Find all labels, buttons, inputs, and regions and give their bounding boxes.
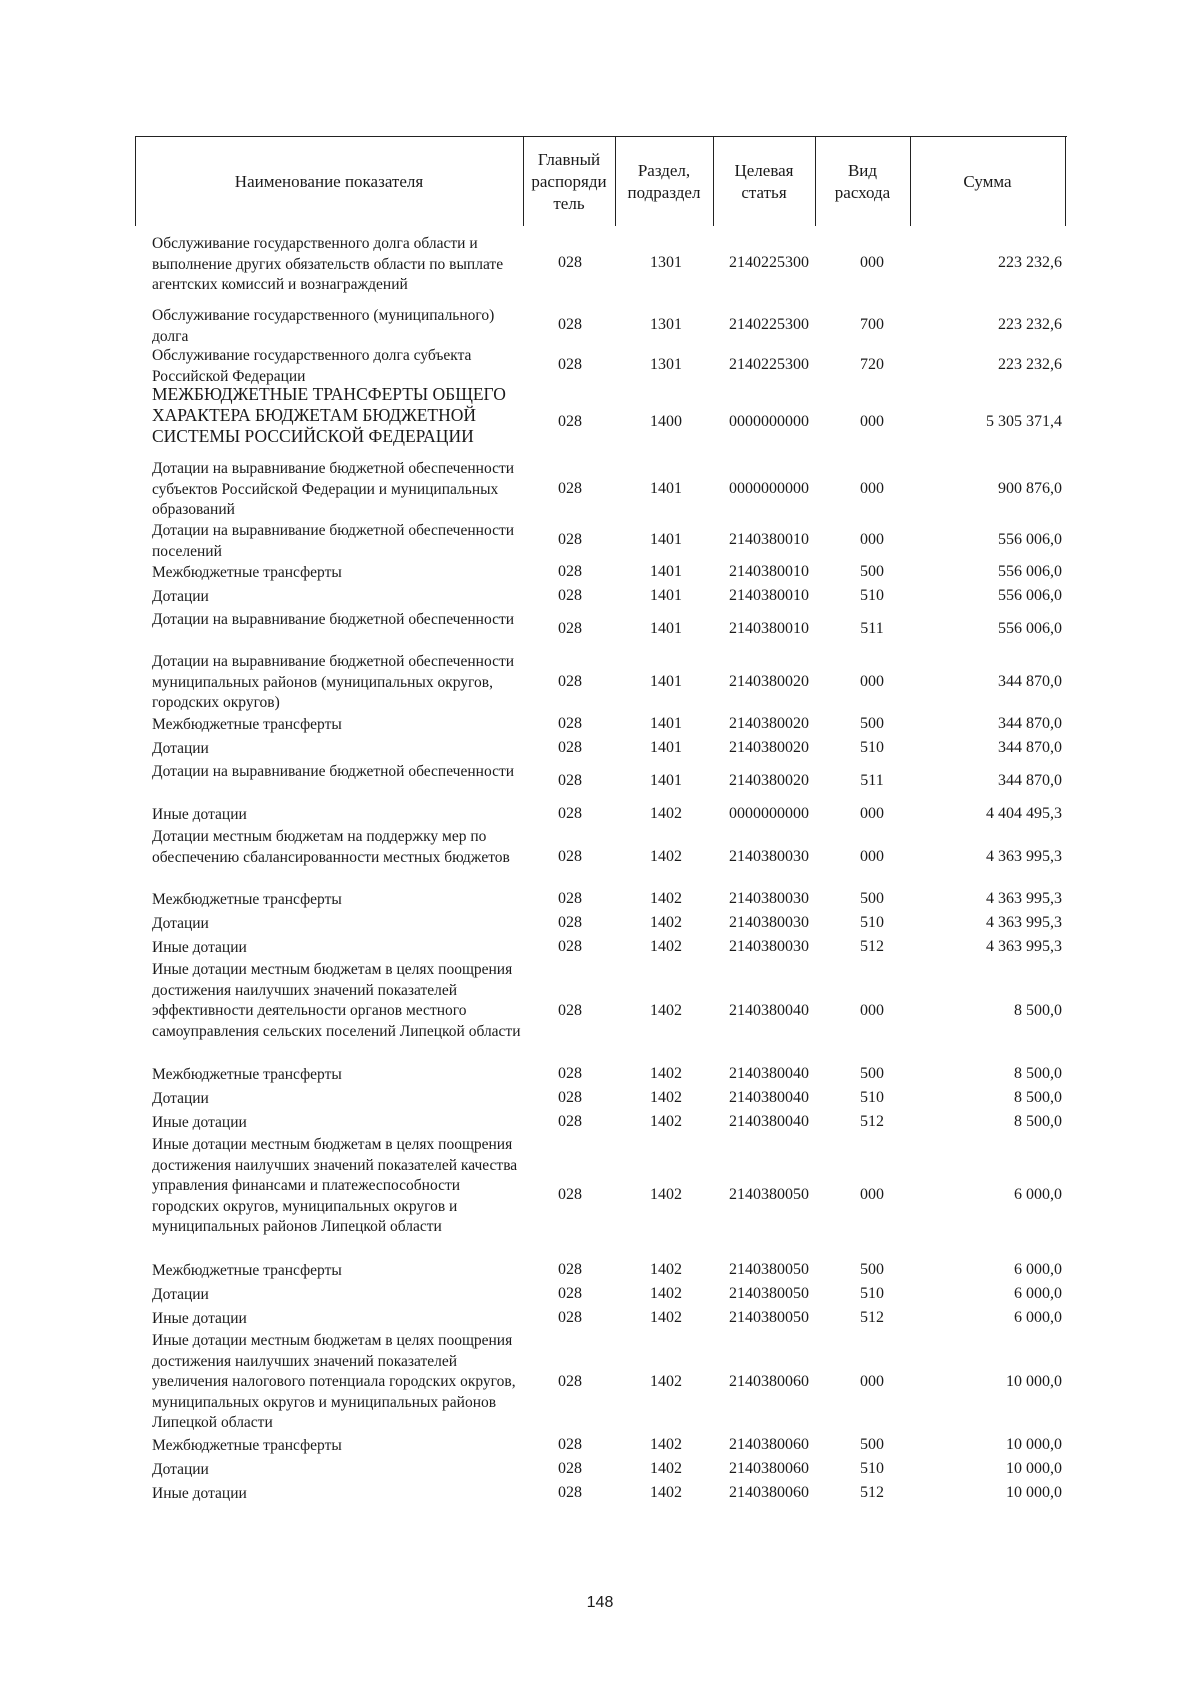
row-admin: 028	[558, 1309, 582, 1326]
row-admin: 028	[558, 1460, 582, 1477]
row-name: Межбюджетные трансферты	[152, 1262, 342, 1279]
row-name: Иные дотации	[152, 1485, 247, 1502]
row-section: 1400	[650, 413, 682, 430]
row-name: Иные дотации	[152, 1310, 247, 1327]
row-sum: 556 006,0	[998, 531, 1062, 548]
row-kind: 000	[860, 480, 884, 497]
row-section: 1402	[650, 1373, 682, 1390]
row-admin: 028	[558, 739, 582, 756]
row-name: Дотации	[152, 1461, 209, 1478]
row-kind: 512	[860, 938, 884, 955]
row-target: 2140225300	[729, 254, 809, 271]
row-section: 1401	[650, 587, 682, 604]
row-section: 1401	[650, 531, 682, 548]
row-target: 2140380050	[729, 1309, 809, 1326]
row-sum: 6 000,0	[1014, 1261, 1062, 1278]
row-admin: 028	[558, 1065, 582, 1082]
row-kind: 500	[860, 563, 884, 580]
row-kind: 000	[860, 848, 884, 865]
row-admin: 028	[558, 938, 582, 955]
row-kind: 500	[860, 715, 884, 732]
row-sum: 8 500,0	[1014, 1065, 1062, 1082]
row-section: 1402	[650, 1065, 682, 1082]
row-section: 1402	[650, 914, 682, 931]
row-admin: 028	[558, 1285, 582, 1302]
row-section: 1402	[650, 1089, 682, 1106]
row-admin: 028	[558, 1186, 582, 1203]
row-sum: 4 363 995,3	[986, 914, 1062, 931]
row-target: 2140380020	[729, 739, 809, 756]
row-sum: 223 232,6	[998, 254, 1062, 271]
row-admin: 028	[558, 715, 582, 732]
row-section: 1401	[650, 772, 682, 789]
row-kind: 510	[860, 1285, 884, 1302]
row-kind: 500	[860, 890, 884, 907]
row-admin: 028	[558, 890, 582, 907]
row-kind: 510	[860, 587, 884, 604]
row-sum: 6 000,0	[1014, 1309, 1062, 1326]
row-kind: 512	[860, 1309, 884, 1326]
row-kind: 510	[860, 1460, 884, 1477]
row-section: 1401	[650, 673, 682, 690]
row-kind: 500	[860, 1261, 884, 1278]
row-section: 1402	[650, 805, 682, 822]
row-target: 0000000000	[729, 413, 809, 430]
row-sum: 223 232,6	[998, 356, 1062, 373]
row-name: Дотации на выравнивание бюджетной обеспеченности муниципальных районов (муниципальных округов, городских округов)	[152, 653, 515, 711]
row-kind: 000	[860, 413, 884, 430]
header-target: Целевая статья	[734, 160, 794, 202]
row-kind: 000	[860, 254, 884, 271]
row-section: 1402	[650, 1002, 682, 1019]
row-name: Иные дотации	[152, 939, 247, 956]
row-name: Обслуживание государственного долга субъекта Российской Федерации	[152, 347, 472, 385]
row-target: 2140380030	[729, 938, 809, 955]
row-kind: 000	[860, 531, 884, 548]
row-sum: 4 363 995,3	[986, 890, 1062, 907]
row-kind: 510	[860, 1089, 884, 1106]
row-target: 2140225300	[729, 316, 809, 333]
row-sum: 344 870,0	[998, 772, 1062, 789]
row-sum: 8 500,0	[1014, 1113, 1062, 1130]
row-admin: 028	[558, 254, 582, 271]
row-target: 2140380050	[729, 1285, 809, 1302]
header-section: Раздел, подраздел	[627, 160, 701, 202]
row-admin: 028	[558, 914, 582, 931]
row-name: Межбюджетные трансферты	[152, 1437, 342, 1454]
row-sum: 10 000,0	[1006, 1484, 1062, 1501]
row-name: Иные дотации местным бюджетам в целях поощрения достижения наилучших значений показателей эффективности деятельности органов местного самоуправления сельских поселений Липецкой области	[152, 961, 521, 1040]
row-target: 2140380010	[729, 531, 809, 548]
row-name: Иные дотации местным бюджетам в целях поощрения достижения наилучших значений показателей увеличения налогового потенциала городских округов, муниципальных округов и муниципальных районов Липецкой области	[152, 1332, 516, 1431]
row-sum: 8 500,0	[1014, 1002, 1062, 1019]
row-target: 2140380020	[729, 772, 809, 789]
header-name: Наименование показателя	[234, 171, 424, 191]
row-kind: 500	[860, 1436, 884, 1453]
row-admin: 028	[558, 805, 582, 822]
row-kind: 000	[860, 1002, 884, 1019]
row-name: МЕЖБЮДЖЕТНЫЕ ТРАНСФЕРТЫ ОБЩЕГО ХАРАКТЕРА БЮДЖЕТАМ БЮДЖЕТНОЙ СИСТЕМЫ РОССИЙСКОЙ ФЕДЕРАЦИИ	[152, 384, 506, 446]
row-sum: 223 232,6	[998, 316, 1062, 333]
row-section: 1401	[650, 563, 682, 580]
row-name: Дотации на выравнивание бюджетной обеспеченности субъектов Российской Федерации и муниципальных образований	[152, 460, 515, 518]
row-admin: 028	[558, 531, 582, 548]
header-sum: Сумма	[963, 171, 1012, 191]
row-sum: 556 006,0	[998, 563, 1062, 580]
row-target: 2140380050	[729, 1261, 809, 1278]
row-name: Дотации	[152, 1286, 209, 1303]
row-sum: 10 000,0	[1006, 1436, 1062, 1453]
row-sum: 8 500,0	[1014, 1089, 1062, 1106]
row-section: 1401	[650, 480, 682, 497]
row-sum: 900 876,0	[998, 480, 1062, 497]
row-kind: 720	[860, 356, 884, 373]
row-admin: 028	[558, 1002, 582, 1019]
row-name: Дотации на выравнивание бюджетной обеспеченности	[152, 611, 515, 628]
row-target: 0000000000	[729, 480, 809, 497]
row-name: Дотации	[152, 740, 209, 757]
row-section: 1402	[650, 938, 682, 955]
row-target: 2140380010	[729, 563, 809, 580]
row-section: 1401	[650, 715, 682, 732]
row-kind: 510	[860, 739, 884, 756]
row-target: 2140225300	[729, 356, 809, 373]
row-target: 2140380030	[729, 914, 809, 931]
row-target: 2140380020	[729, 673, 809, 690]
row-name: Дотации	[152, 588, 209, 605]
row-target: 2140380050	[729, 1186, 809, 1203]
row-admin: 028	[558, 587, 582, 604]
row-kind: 000	[860, 673, 884, 690]
row-kind: 000	[860, 1373, 884, 1390]
row-kind: 512	[860, 1484, 884, 1501]
row-admin: 028	[558, 772, 582, 789]
row-section: 1401	[650, 620, 682, 637]
row-section: 1301	[650, 254, 682, 271]
row-admin: 028	[558, 848, 582, 865]
row-name: Иные дотации местным бюджетам в целях поощрения достижения наилучших значений показателей качества управления финансами и платежеспособности городских округов, муниципальных округов и муниципальных районов Липецкой области	[152, 1136, 518, 1235]
row-admin: 028	[558, 1373, 582, 1390]
row-sum: 556 006,0	[998, 620, 1062, 637]
row-kind: 000	[860, 1186, 884, 1203]
row-admin: 028	[558, 1484, 582, 1501]
row-kind: 000	[860, 805, 884, 822]
row-name: Межбюджетные трансферты	[152, 564, 342, 581]
row-name: Дотации	[152, 1090, 209, 1107]
row-target: 2140380040	[729, 1065, 809, 1082]
row-sum: 6 000,0	[1014, 1285, 1062, 1302]
row-name: Обслуживание государственного (муниципального) долга	[152, 307, 495, 345]
row-sum: 4 363 995,3	[986, 938, 1062, 955]
row-section: 1402	[650, 1113, 682, 1130]
row-section: 1402	[650, 1261, 682, 1278]
row-sum: 344 870,0	[998, 673, 1062, 690]
row-sum: 6 000,0	[1014, 1186, 1062, 1203]
header-admin: Главный распоряди тель	[531, 149, 607, 213]
row-target: 2140380020	[729, 715, 809, 732]
row-section: 1402	[650, 890, 682, 907]
row-admin: 028	[558, 1089, 582, 1106]
row-kind: 700	[860, 316, 884, 333]
row-name: Дотации местным бюджетам на поддержку мер по обеспечению сбалансированности местных бюджетов	[152, 828, 510, 866]
row-target: 2140380060	[729, 1373, 809, 1390]
row-target: 2140380030	[729, 848, 809, 865]
row-admin: 028	[558, 316, 582, 333]
row-target: 0000000000	[729, 805, 809, 822]
row-target: 2140380060	[729, 1436, 809, 1453]
row-admin: 028	[558, 1113, 582, 1130]
row-admin: 028	[558, 563, 582, 580]
row-kind: 511	[860, 620, 884, 637]
header-kind: Вид расхода	[834, 160, 891, 202]
row-sum: 4 363 995,3	[986, 848, 1062, 865]
row-name: Межбюджетные трансферты	[152, 716, 342, 733]
row-section: 1301	[650, 356, 682, 373]
row-section: 1402	[650, 848, 682, 865]
row-target: 2140380040	[729, 1089, 809, 1106]
row-name: Межбюджетные трансферты	[152, 1066, 342, 1083]
row-name: Иные дотации	[152, 806, 247, 823]
row-sum: 5 305 371,4	[986, 413, 1062, 430]
row-name: Дотации на выравнивание бюджетной обеспеченности	[152, 763, 515, 780]
row-name: Межбюджетные трансферты	[152, 891, 342, 908]
row-kind: 500	[860, 1065, 884, 1082]
row-target: 2140380060	[729, 1484, 809, 1501]
row-section: 1402	[650, 1436, 682, 1453]
row-admin: 028	[558, 1261, 582, 1278]
row-sum: 344 870,0	[998, 739, 1062, 756]
row-sum: 10 000,0	[1006, 1460, 1062, 1477]
row-name: Дотации на выравнивание бюджетной обеспеченности поселений	[152, 522, 515, 560]
row-sum: 344 870,0	[998, 715, 1062, 732]
row-admin: 028	[558, 620, 582, 637]
row-target: 2140380010	[729, 620, 809, 637]
row-sum: 4 404 495,3	[986, 805, 1062, 822]
row-target: 2140380060	[729, 1460, 809, 1477]
row-admin: 028	[558, 356, 582, 373]
row-target: 2140380010	[729, 587, 809, 604]
row-admin: 028	[558, 673, 582, 690]
row-admin: 028	[558, 413, 582, 430]
row-section: 1402	[650, 1460, 682, 1477]
header-divider	[1065, 137, 1066, 226]
row-name: Дотации	[152, 915, 209, 932]
row-admin: 028	[558, 1436, 582, 1453]
row-kind: 510	[860, 914, 884, 931]
row-section: 1402	[650, 1285, 682, 1302]
row-section: 1402	[650, 1309, 682, 1326]
row-target: 2140380030	[729, 890, 809, 907]
row-section: 1401	[650, 739, 682, 756]
row-name: Обслуживание государственного долга области и выполнение других обязательств области по выплате агентских комиссий и вознаграждений	[152, 235, 504, 293]
row-target: 2140380040	[729, 1002, 809, 1019]
row-section: 1301	[650, 316, 682, 333]
row-sum: 556 006,0	[998, 587, 1062, 604]
row-target: 2140380040	[729, 1113, 809, 1130]
row-name: Иные дотации	[152, 1114, 247, 1131]
row-sum: 10 000,0	[1006, 1373, 1062, 1390]
table-header	[135, 136, 1067, 226]
page-number: 148	[586, 1594, 614, 1611]
row-admin: 028	[558, 480, 582, 497]
row-kind: 511	[860, 772, 884, 789]
row-section: 1402	[650, 1186, 682, 1203]
row-section: 1402	[650, 1484, 682, 1501]
row-kind: 512	[860, 1113, 884, 1130]
